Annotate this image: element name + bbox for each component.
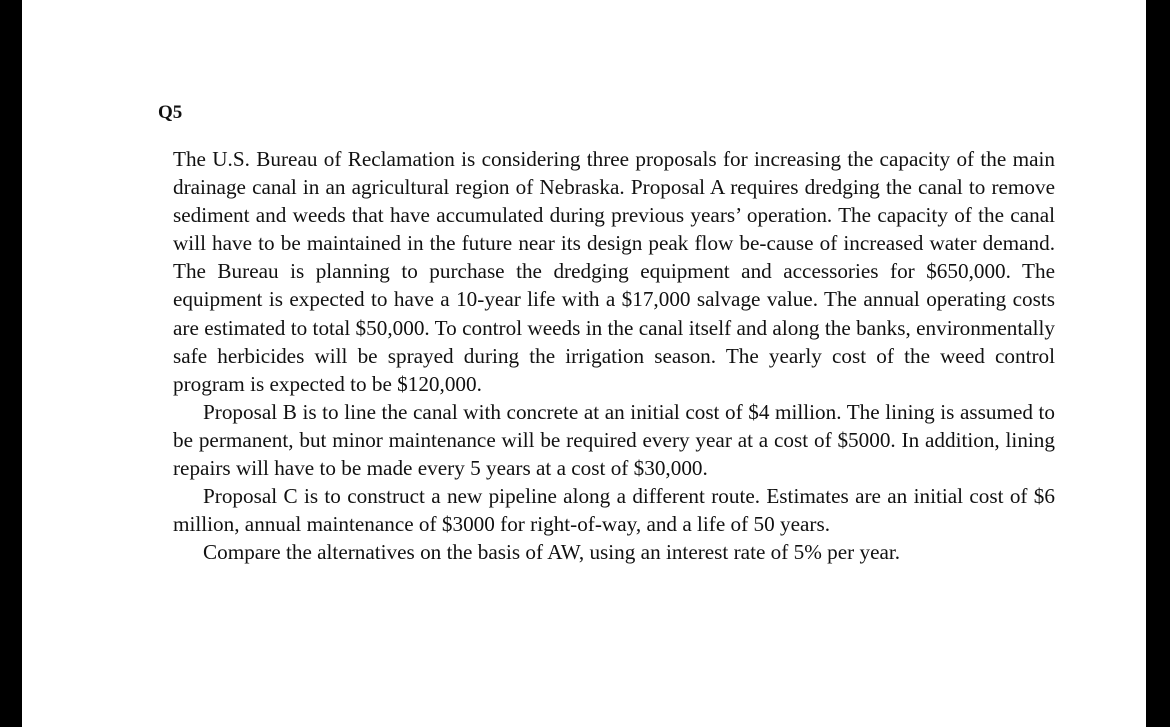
document-page [22, 0, 1146, 727]
paragraph-proposal-a: The U.S. Bureau of Reclamation is considering three proposals for increasing the capacity of the main drainage canal in an agricultural region of Nebraska. Proposal A requires dredging the canal to remove sediment and weeds that have accumulated during previous years’ operation. The capacity of the canal will have to be maintained in the future near its design peak flow be-cause of increased water demand. The Bureau is planning to purchase the dredging equipment and accessories for $650,000. The equipment is expected to have a 10-year life with a $17,000 salvage value. The annual operating costs are estimated to total $50,000. To control weeds in the canal itself and along the banks, environmentally safe herbicides will be sprayed during the irrigation season. The yearly cost of the weed control program is expected to be $120,000. [173, 147, 1055, 396]
paragraph-proposal-b: Proposal B is to line the canal with concrete at an initial cost of $4 million. The lining is assumed to be permanent, but minor maintenance will be required every year at a cost of $5000. In addition, lining repairs will have to be made every 5 years at a cost of $30,000. [173, 399, 1055, 481]
paragraph-instruction: Compare the alternatives on the basis of AW, using an interest rate of 5% per year. [203, 540, 901, 565]
paragraph-proposal-c: Proposal C is to construct a new pipeline along a different route. Estimates are an initial cost of $6 million, annual maintenance of $3000 for right-of-way, and a life of 50 years. [173, 484, 1055, 537]
question-body [173, 145, 1055, 566]
question-number: Q5 [158, 102, 183, 123]
